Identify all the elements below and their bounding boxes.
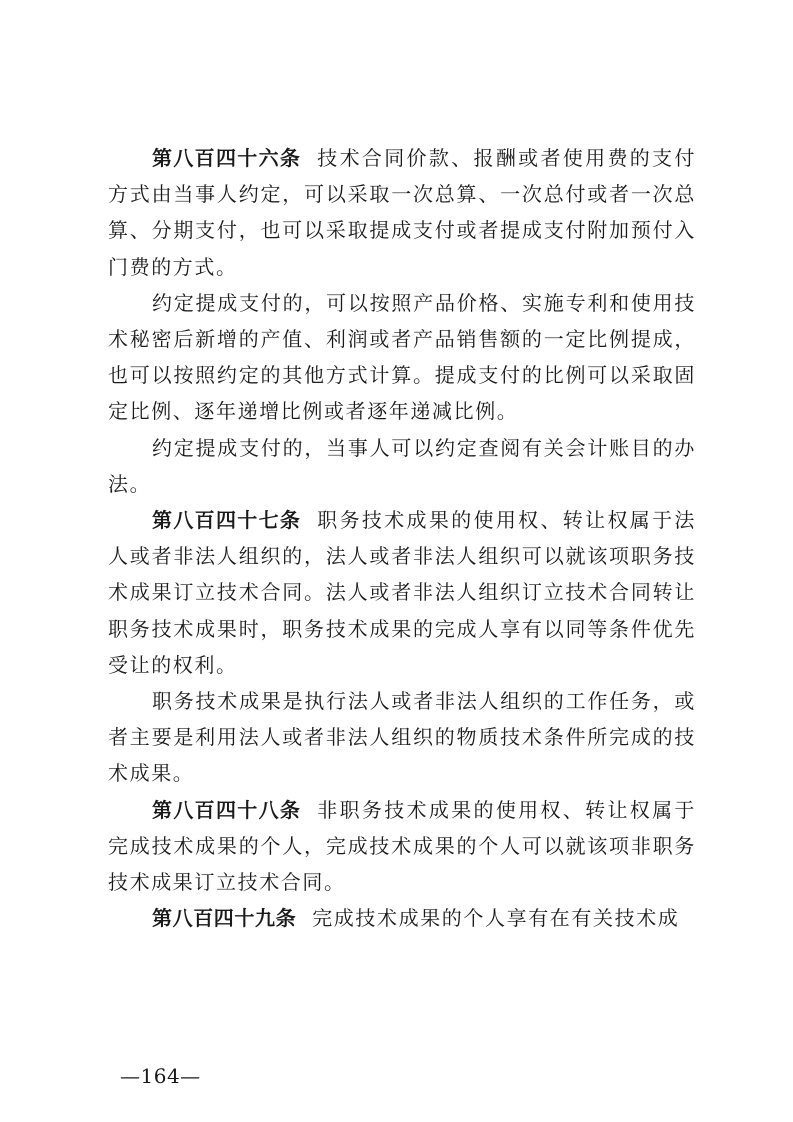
article-846-paragraph-2: 约定提成支付的，可以按照产品价格、实施专利和使用技术秘密后新增的产值、利润或者产品销售额的一定比例提成，也可以按照约定的其他方式计算。提成支付的比例可以采取固定比例、逐年递增比例或者逐年递减比例。 (108, 290, 696, 424)
page-number: —164— (120, 1064, 201, 1088)
article-heading: 第八百四十八条 (152, 797, 302, 822)
article-849-paragraph-1 (108, 900, 696, 936)
article-text: 完成技术成果的个人享有在有关技术成 (312, 906, 680, 931)
article-846-paragraph-3: 约定提成支付的，当事人可以约定查阅有关会计账目的办法。 (108, 435, 696, 496)
article-heading: 第八百四十六条 (152, 146, 302, 170)
article-848-paragraph-1 (108, 792, 696, 901)
article-847-paragraph-2: 职务技术成果是执行法人或者非法人组织的工作任务，或者主要是利用法人或者非法人组织的物质技术条件所完成的技术成果。 (108, 689, 696, 786)
article-text: 技术合同价款、报酬或者使用费的支付方式由当事人约定，可以采取一次总算、一次总付或者一次总算、分期支付，也可以采取提成支付或者提成支付附加预付入门费的方式。 (108, 146, 697, 279)
article-text: 非职务技术成果的使用权、转让权属于完成技术成果的个人，完成技术成果的个人可以就该项非职务技术成果订立技术合同。 (108, 797, 697, 895)
article-heading: 第八百四十九条 (152, 906, 297, 931)
article-846-paragraph-1 (108, 140, 696, 285)
article-heading: 第八百四十七条 (152, 508, 302, 533)
document-body (108, 140, 696, 936)
article-847-paragraph-1 (108, 502, 696, 683)
article-text: 职务技术成果的使用权、转让权属于法人或者非法人组织的，法人或者非法人组织可以就该项职务技术成果订立技术合同。法人或者非法人组织订立技术合同转让职务技术成果时，职务技术成果的完成人享有以同等条件优先受让的权利。 (108, 508, 697, 677)
